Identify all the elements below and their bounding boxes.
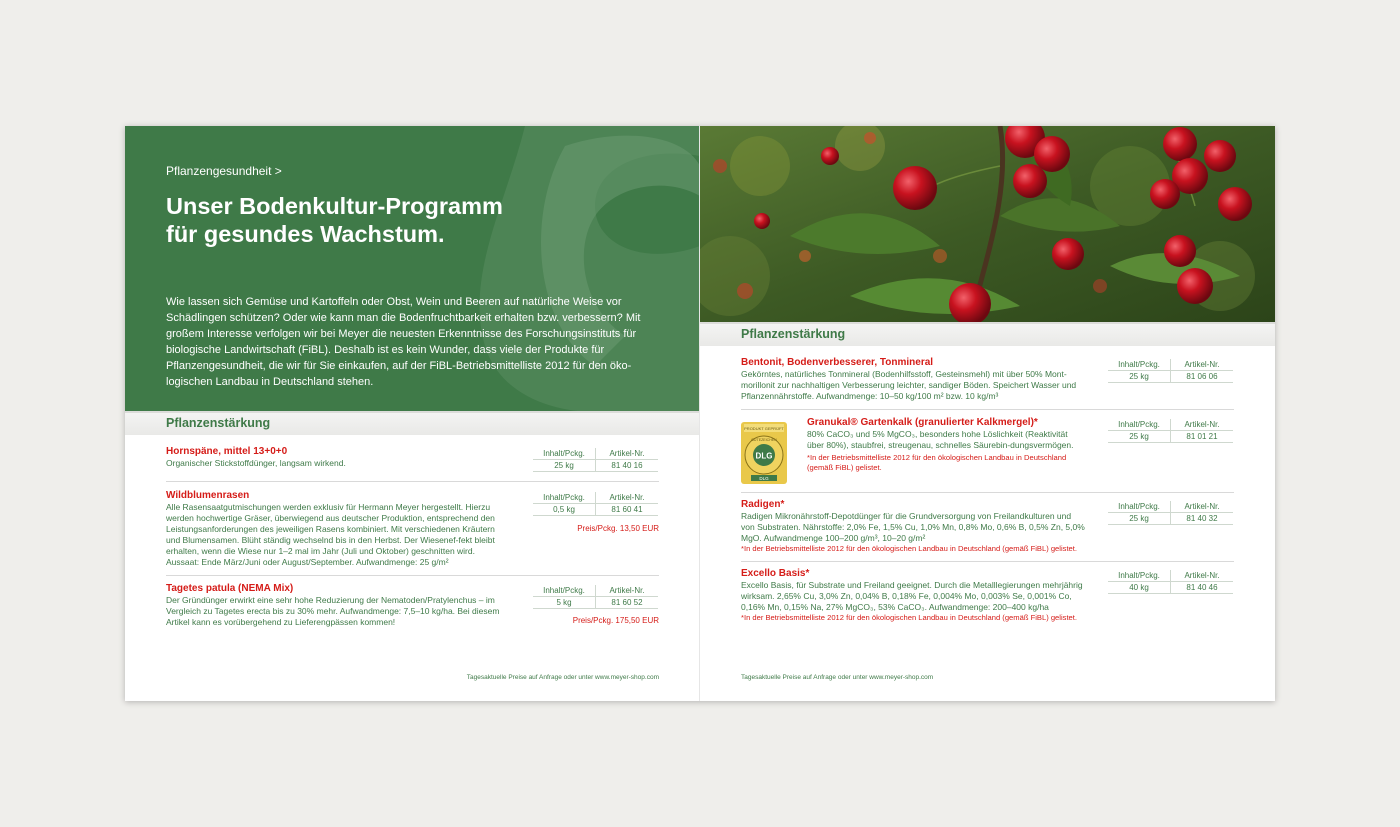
product-bentonit <box>741 357 1081 402</box>
footer-note: Tagesaktuelle Preise auf Anfrage oder unter www.meyer-shop.com <box>466 674 659 681</box>
left-page <box>125 126 700 701</box>
section-header <box>700 322 1275 346</box>
qty-value: 25 kg <box>533 460 596 472</box>
qty-value: 5 kg <box>533 597 596 609</box>
hero-panel <box>125 126 700 412</box>
product-name: Bentonit, Bodenverbesserer, Tonmineral <box>741 357 934 368</box>
qty-value: 25 kg <box>1108 431 1171 443</box>
cherries-image <box>700 126 1275 322</box>
article-number: 81 40 46 <box>1171 582 1234 594</box>
header-qty: Inhalt/Pckg. <box>1108 501 1171 513</box>
product-description: Alle Rasensaatgutmischungen werden exklusiv für Hermann Meyer hergestellt. Hierzu werden hochwertige Gräser, überwiegend aus deutscher Produktion, entsprechend den Leistungsanforderungen des jeweiligen Rasens kombiniert. Mit verschiedenen Kräutern und Blumensamen. Blüht ständig wechselnd bis in den Herbst. Der Wiesenef-fekt bleibt erhalten, wenn die Wiese nur 1–2 mal im Jahr (Juli und Oktober) geschnitten wird. Aussaat: Ende März/Juni oder August/September. Aufwandmenge: 25 g/m² <box>166 502 495 567</box>
header-qty: Inhalt/Pckg. <box>533 492 596 504</box>
product-name: Radigen* <box>741 499 785 510</box>
product-wildblumenrasen <box>166 490 506 568</box>
dlg-quality-seal-icon <box>741 422 787 484</box>
product-description: Gekörntes, natürliches Tonmineral (Bodenhilfsstoff, Gesteinsmehl) mit über 50% Mont-morillonit zur nachhaltigen Verbesserung leichter, sandiger Böden. Speichert Wasser und Pflanzennährstoffe. Aufwandmenge: 10–50 kg/100 m² bzw. 10 kg/m³ <box>741 369 1077 401</box>
right-page <box>700 126 1275 701</box>
product-description: Organischer Stickstoffdünger, langsam wirkend. <box>166 458 346 468</box>
header-article: Artikel-Nr. <box>596 492 659 504</box>
title-line-2: für gesundes Wachstum. <box>166 221 445 247</box>
spec-table <box>533 448 658 472</box>
cherry-photo <box>700 126 1275 322</box>
header-qty: Inhalt/Pckg. <box>1108 359 1171 371</box>
article-number: 81 60 52 <box>596 597 659 609</box>
product-name: Hornspäne, mittel 13+0+0 <box>166 446 288 457</box>
spec-table <box>533 585 658 609</box>
spec-table <box>1108 501 1233 525</box>
qty-value: 40 kg <box>1108 582 1171 594</box>
spec-table <box>533 492 658 516</box>
section-header <box>125 411 700 435</box>
product-hornspaene <box>166 446 516 469</box>
product-description: Radigen Mikronährstoff-Depotdünger für die Grundversorgung von Freilandkulturen und von Substraten. Nährstoffe: 2,0% Fe, 1,5% Cu, 1,0% Mn, 0,8% Mo, 0,6% B, 0,5% Zn, 5,0% MgO. Aufwandmenge 100–200 g/m³, 10–20 g/m² <box>741 511 1085 543</box>
intro-text: Wie lassen sich Gemüse und Kartoffeln oder Obst, Wein und Beeren auf natürliche Weise vor Schädlingen schützen? Oder wie kann man die Bodenfruchtbarkeit erhalten bzw. verbessern? Mit großem Interesse verfolgen wir bei Meyer die neuesten Erkenntnisse des Forschungsinstituts für biologische Landwirtschaft (FiBL). Deshalb ist es kein Wunder, dass viele der Produkte für Pflanzengesundheit, die wir für Sie einkaufen, auf der FiBL-Betriebsmittelliste 2012 für den öko-logischen Landbau in Deutschland stehen. <box>166 296 641 388</box>
article-number: 81 40 16 <box>596 460 659 472</box>
product-description: 80% CaCO₃ und 5% MgCO₃, besonders hohe Löslichkeit (Reaktivität über 80%), staubfrei, streugenau, schnelles Säurebin-dungsvermögen. <box>807 429 1074 450</box>
section-title: Pflanzenstärkung <box>741 327 846 341</box>
product-description: Excello Basis, für Substrate und Freiland geeignet. Durch die Metalllegierungen mehrjährig wirksam. 2,65% Cu, 3,0% Zn, 0,04% B, 0,18% Fe, 0,004% Mo, 0,003% Se, 0,001% Co, 0,16% Mn, 0,15% Na, 27% MgCO₃, 53% CaCO₃. Aufwandmenge: 200–400 kg/ha <box>741 580 1083 612</box>
article-number: 81 60 41 <box>596 504 659 516</box>
price: Preis/Pckg. 13,50 EUR <box>577 524 659 533</box>
page-title <box>166 192 503 248</box>
header-article: Artikel-Nr. <box>596 448 659 460</box>
header-qty: Inhalt/Pckg. <box>533 585 596 597</box>
product-name: Tagetes patula (NEMA Mix) <box>166 583 294 594</box>
seal-bottom-text: DLG <box>759 475 769 481</box>
divider <box>166 481 659 482</box>
header-article: Artikel-Nr. <box>1171 501 1234 513</box>
divider <box>741 409 1234 410</box>
divider <box>741 492 1234 493</box>
seal-center-text: DLG <box>755 451 773 461</box>
product-name: Excello Basis* <box>741 568 810 579</box>
product-name: Granukal® Gartenkalk (granulierter Kalkmergel)* <box>807 417 1038 428</box>
header-article: Artikel-Nr. <box>1171 570 1234 582</box>
product-name: Wildblumenrasen <box>166 490 250 501</box>
header-qty: Inhalt/Pckg. <box>1108 419 1171 431</box>
divider <box>166 575 659 576</box>
fibl-note: *In der Betriebsmittelliste 2012 für den ökologischen Landbau in Deutschland (gemäß FiBL) gelistet. <box>741 613 1078 622</box>
divider <box>741 561 1234 562</box>
product-tagetes <box>166 583 506 628</box>
footer-note: Tagesaktuelle Preise auf Anfrage oder unter www.meyer-shop.com <box>741 674 934 681</box>
price: Preis/Pckg. 175,50 EUR <box>572 616 659 625</box>
header-qty: Inhalt/Pckg. <box>1108 570 1171 582</box>
header-article: Artikel-Nr. <box>1171 359 1234 371</box>
product-granukal <box>807 417 1082 473</box>
article-number: 81 06 06 <box>1171 371 1234 383</box>
product-description: Der Gründünger erwirkt eine sehr hohe Reduzierung der Nematoden/Pratylenchus – im Vergleich zu Tagetes erecta bis zu 30% mehr. Aufwandmenge: 7,5–10 kg/ha. Bei diesem Artikel kann es vorübergehend zu Lieferengpässen kommen! <box>166 595 500 627</box>
catalog-spread <box>125 126 1275 701</box>
spec-table <box>1108 359 1233 383</box>
qty-value: 0,5 kg <box>533 504 596 516</box>
title-line-1: Unser Bodenkultur-Programm <box>166 193 503 219</box>
fibl-note: *In der Betriebsmittelliste 2012 für den ökologischen Landbau in Deutschland (gemäß FiBL) gelistet. <box>807 453 1067 472</box>
qty-value: 25 kg <box>1108 513 1171 525</box>
seal-top-text: PRODUKT GEPRÜFT <box>744 426 784 431</box>
header-article: Artikel-Nr. <box>1171 419 1234 431</box>
article-number: 81 01 21 <box>1171 431 1234 443</box>
breadcrumb[interactable]: Pflanzengesundheit > <box>166 164 282 178</box>
header-qty: Inhalt/Pckg. <box>533 448 596 460</box>
spec-table <box>1108 570 1233 594</box>
article-number: 81 40 32 <box>1171 513 1234 525</box>
section-title: Pflanzenstärkung <box>166 416 271 430</box>
product-radigen <box>741 499 1086 554</box>
product-excello-basis <box>741 568 1086 623</box>
spec-table <box>1108 419 1233 443</box>
qty-value: 25 kg <box>1108 371 1171 383</box>
header-article: Artikel-Nr. <box>596 585 659 597</box>
fibl-note: *In der Betriebsmittelliste 2012 für den ökologischen Landbau in Deutschland (gemäß FiBL) gelistet. <box>741 544 1078 553</box>
seal-ring-text: GÜTEZEICHEN <box>751 438 777 442</box>
